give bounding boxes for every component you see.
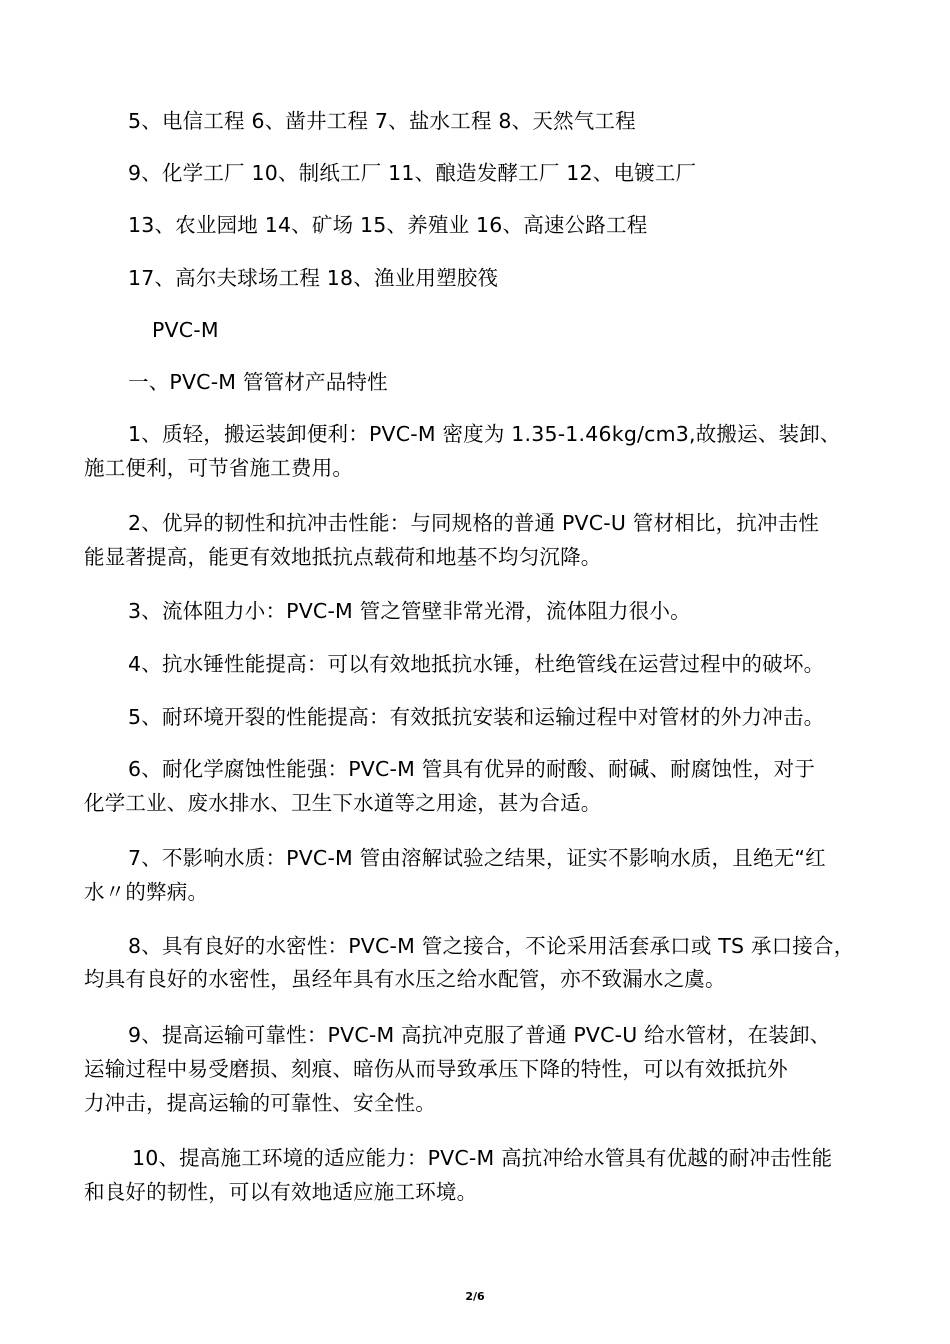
paragraph-line: 7、不影响水质：PVC-M 管由溶解试验之结果，证实不影响水质，且绝无“红 <box>128 846 826 870</box>
text-line: 5、电信工程 6、凿井工程 7、盐水工程 8、天然气工程 <box>128 109 636 133</box>
paragraph-line: 施工便利，可节省施工费用。 <box>84 456 354 480</box>
paragraph-line: 均具有良好的水密性，虽经年具有水压之给水配管，亦不致漏水之虞。 <box>84 967 726 991</box>
paragraph-line: 4、抗水锤性能提高：可以有效地抵抗水锤，杜绝管线在运营过程中的破坏。 <box>128 652 825 676</box>
paragraph-line: 水〃的弊病。 <box>84 880 209 904</box>
paragraph-line: 5、耐环境开裂的性能提高：有效抵抗安装和运输过程中对管材的外力冲击。 <box>128 705 825 729</box>
paragraph-line: 1、质轻，搬运装卸便利：PVC-M 密度为 1.35-1.46kg/cm3,故搬运、装卸、 <box>128 422 841 446</box>
text-line: 9、化学工厂 10、制纸工厂 11、酿造发酵工厂 12、电镀工厂 <box>128 161 697 185</box>
section-label: PVC-M <box>152 318 219 342</box>
paragraph-line: 6、耐化学腐蚀性能强：PVC-M 管具有优异的耐酸、耐碱、耐腐蚀性，对于 <box>128 757 816 781</box>
section-heading: 一、PVC-M 管管材产品特性 <box>128 370 388 394</box>
paragraph-line: 9、提高运输可靠性：PVC-M 高抗冲克服了普通 PVC-U 给水管材，在装卸、 <box>128 1023 831 1047</box>
paragraph-line: 化学工业、废水排水、卫生下水道等之用途，甚为合适。 <box>84 791 602 815</box>
page-number: 2/6 <box>465 1290 485 1303</box>
paragraph-line: 2、优异的韧性和抗冲击性能：与同规格的普通 PVC-U 管材相比，抗冲击性 <box>128 511 820 535</box>
paragraph-line: 力冲击，提高运输的可靠性、安全性。 <box>84 1091 436 1115</box>
paragraph-line: 能显著提高，能更有效地抵抗点载荷和地基不均匀沉降。 <box>84 545 602 569</box>
paragraph-line: 8、具有良好的水密性：PVC-M 管之接合，不论采用活套承口或 TS 承口接合， <box>128 934 855 958</box>
paragraph-line: 3、流体阻力小：PVC-M 管之管壁非常光滑，流体阻力很小。 <box>128 599 691 623</box>
paragraph-line: 和良好的韧性，可以有效地适应施工环境。 <box>84 1180 478 1204</box>
text-line: 17、高尔夫球场工程 18、渔业用塑胶筏 <box>128 266 499 290</box>
paragraph-line: 10、提高施工环境的适应能力：PVC-M 高抗冲给水管具有优越的耐冲击性能 <box>132 1146 833 1170</box>
text-line: 13、农业园地 14、矿场 15、养殖业 16、高速公路工程 <box>128 213 648 237</box>
paragraph-line: 运输过程中易受磨损、刻痕、暗伤从而导致承压下降的特性，可以有效抵抗外 <box>84 1057 788 1081</box>
